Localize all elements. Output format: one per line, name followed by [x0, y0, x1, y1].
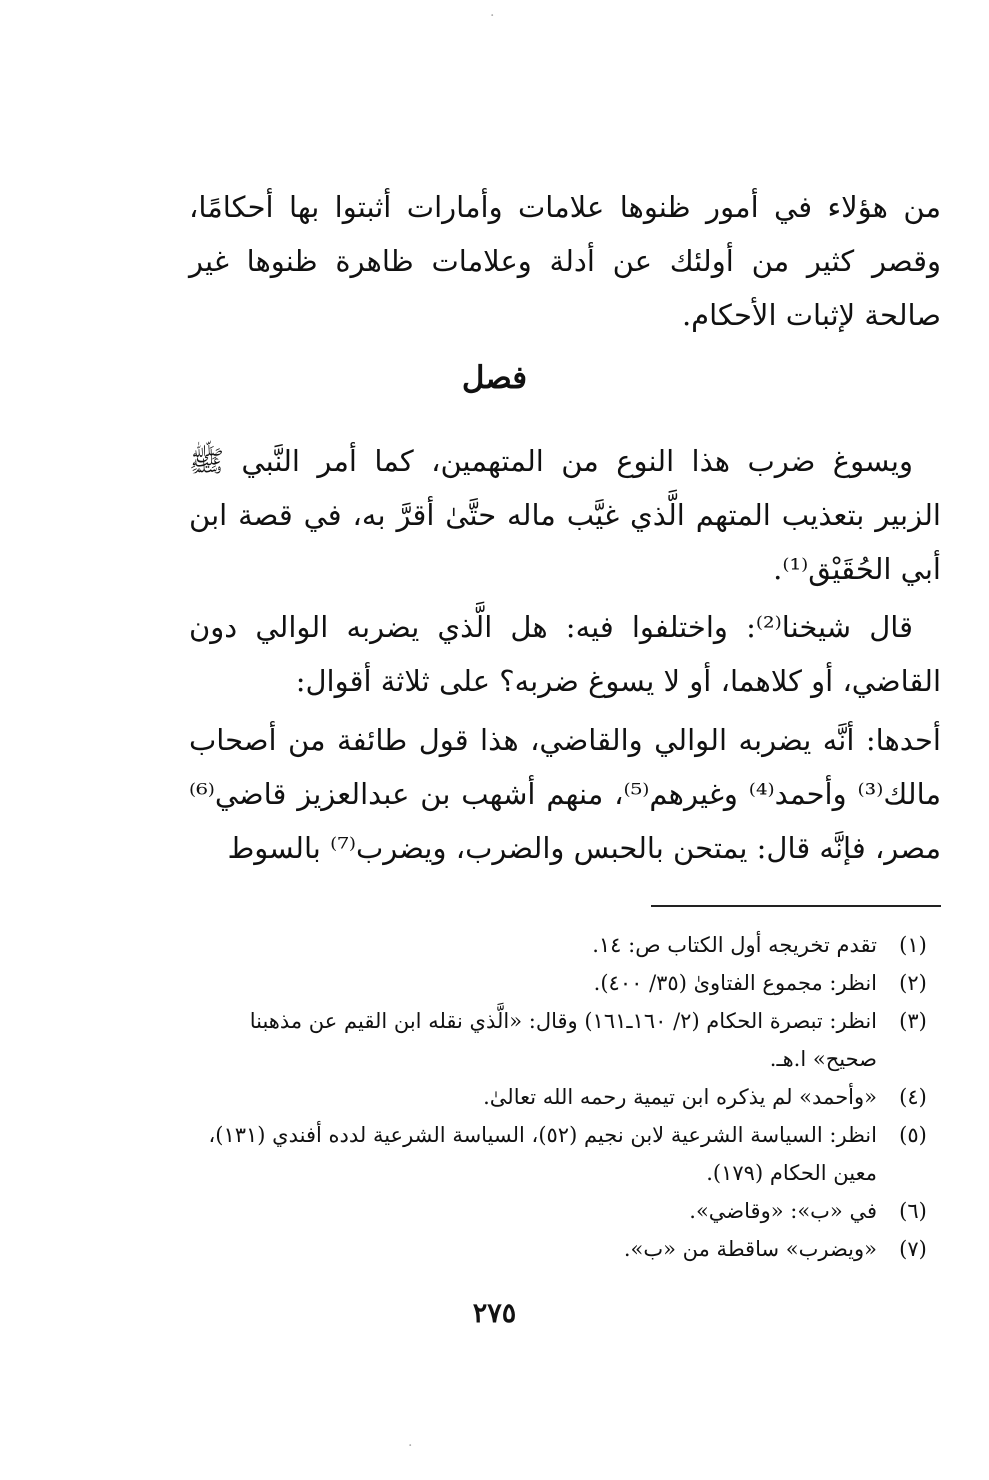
footnotes [189, 926, 941, 1268]
footnote-text: «ويضرب» ساقطة من «ب». [623, 1237, 877, 1261]
paragraph-continuation: من هؤلاء في أمور ظنوها علامات وأمارات أثبتوا بها أحكامًا، وقصر كثير من أولئك عن أدلة وعلامات ظاهرة ظنوها غير صالحة لإثبات الأحكام. [189, 190, 941, 332]
footnote-number: (٣) [899, 1009, 927, 1033]
footnote-item [189, 964, 941, 1002]
footnote-number: (١) [899, 933, 927, 957]
footnote-number: (٧) [899, 1237, 927, 1261]
footnote-item [189, 1116, 941, 1192]
footnote-text: «وأحمد» لم يذكره ابن تيمية رحمه الله تعالىٰ. [483, 1085, 877, 1109]
footnote-number: (٢) [899, 971, 927, 995]
footnote-item [189, 1230, 941, 1268]
paragraph-sheikh-opinion: قال شيخنا⁽²⁾: واختلفوا فيه: هل الَّذي يضربه الوالي دون القاضي، أو كلاهما، أو لا يسوغ ضربه؟ على ثلاثة أقوال: [189, 610, 941, 698]
page-number: ٢٧٥ [472, 1298, 517, 1329]
footnote-text: انظر: السياسة الشرعية لابن نجيم (٥٢)، السياسة الشرعية لدده أفندي (١٣١)، معين الحكام (١٧٩). [208, 1123, 877, 1185]
footnote-item [189, 1002, 941, 1078]
scan-speck: · [408, 1438, 413, 1454]
footnote-separator [651, 905, 941, 907]
scan-speck: · [490, 8, 495, 24]
footnote-text: تقدم تخريجه أول الكتاب ص: ١٤. [592, 933, 877, 957]
section-heading: فصل [461, 360, 528, 396]
footnote-text: في «ب»: «وقاضي». [689, 1199, 877, 1223]
footnote-number: (٤) [899, 1085, 927, 1109]
footnote-item [189, 1078, 941, 1116]
footnote-number: (٥) [899, 1123, 927, 1147]
paragraph-first-opinion: أحدها: أنَّه يضربه الوالي والقاضي، هذا قول طائفة من أصحاب مالك⁽³⁾ وأحمد⁽⁴⁾ وغيرهم⁽⁵⁾، منهم أشهب بن عبدالعزيز قاضي⁽⁶⁾ مصر، فإنَّه قال: يمتحن بالحبس والضرب، ويضرب⁽⁷⁾ بالسوط [189, 723, 941, 865]
footnote-item [189, 1192, 941, 1230]
footnote-number: (٦) [899, 1199, 927, 1223]
footnote-item [189, 926, 941, 964]
paragraph-beating-suspects: ويسوغ ضرب هذا النوع من المتهمين، كما أمر النَّبي ﷺ الزبير بتعذيب المتهم الَّذي غيَّب ماله حتَّىٰ أقرَّ به، في قصة ابن أبي الحُقَيْق⁽¹⁾. [189, 444, 941, 586]
footnote-text: انظر: تبصرة الحكام (٢/ ١٦٠ـ١٦١) وقال: «الَّذي نقله ابن القيم عن مذهبنا صحيح» ا.هـ. [249, 1009, 877, 1071]
footnote-text: انظر: مجموع الفتاوىٰ (٣٥/ ٤٠٠). [593, 971, 877, 995]
